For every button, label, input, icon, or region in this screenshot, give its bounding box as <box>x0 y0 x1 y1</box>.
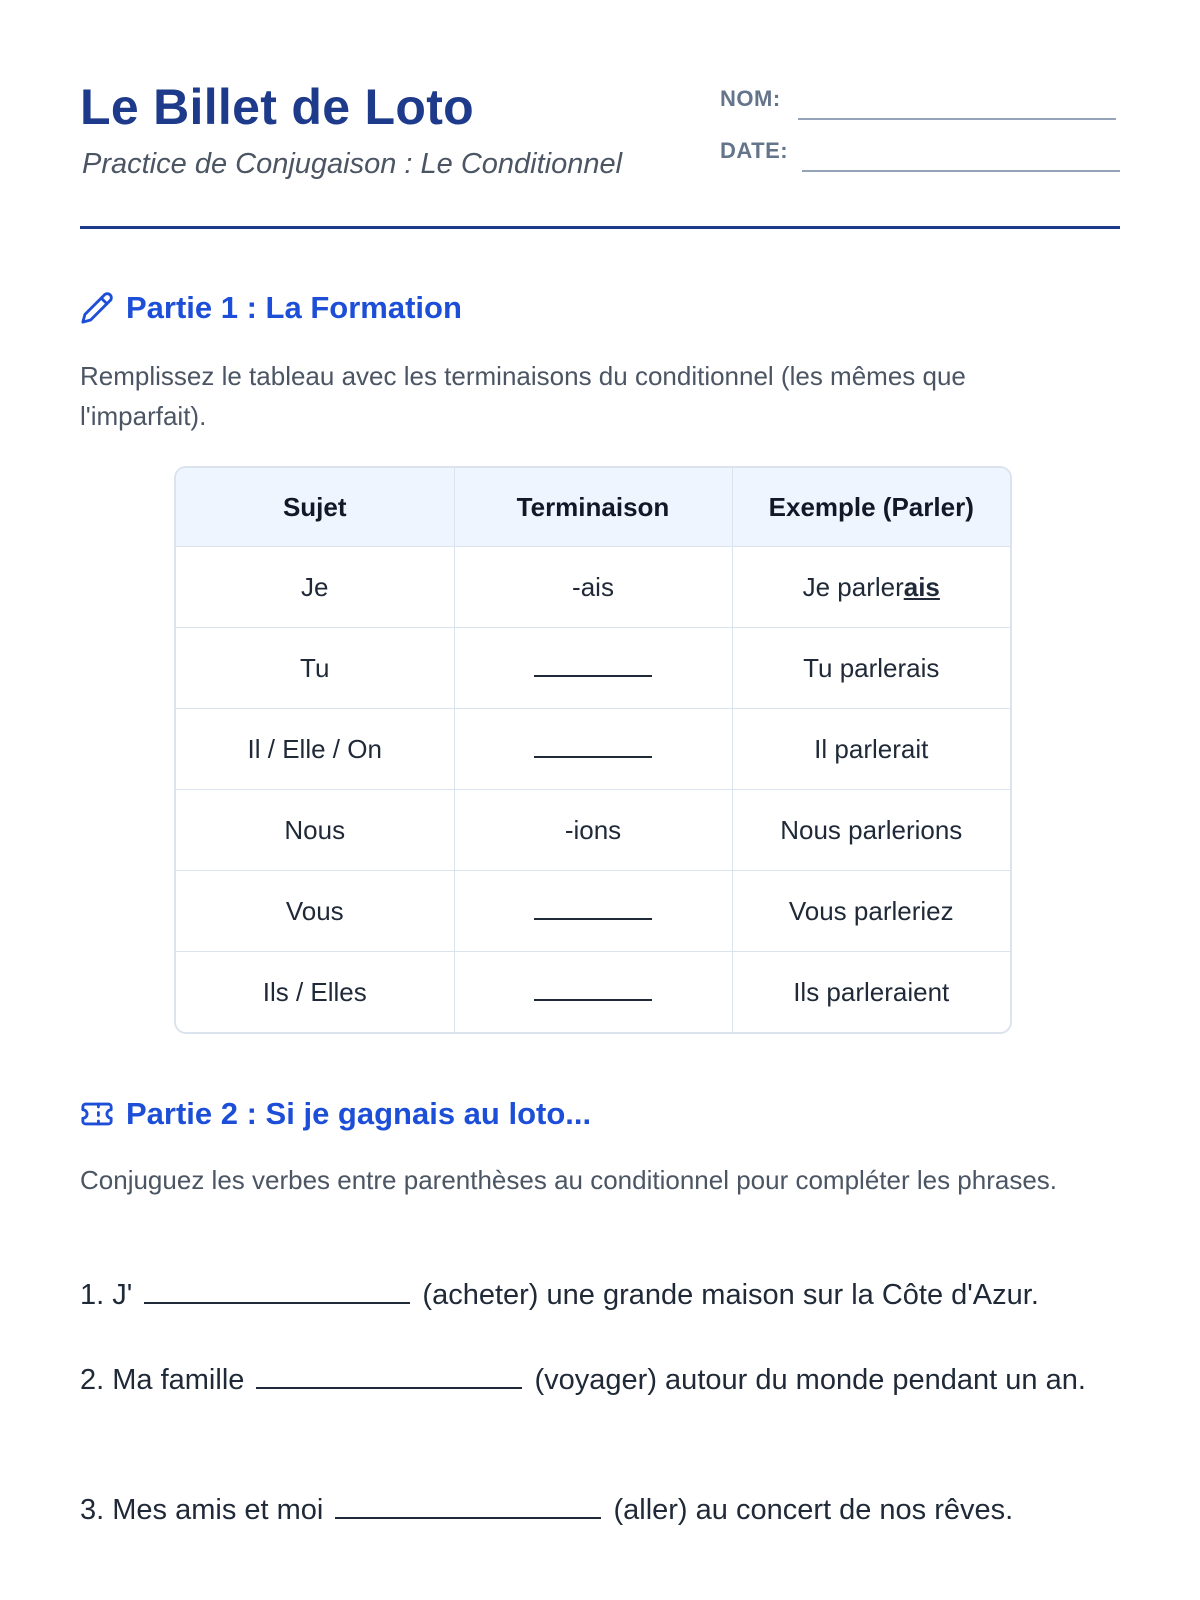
example-cell: Ils parleraient <box>793 976 950 1007</box>
ending-blank[interactable] <box>534 985 652 1001</box>
sentence-prefix: 2. Ma famille <box>80 1364 245 1396</box>
ending-cell: -ions <box>454 790 732 871</box>
example-cell: Nous parlerions <box>732 790 1010 871</box>
answer-blank[interactable] <box>335 1501 601 1519</box>
page-title: Le Billet de Loto <box>80 79 474 135</box>
subject-cell: Je <box>176 547 454 628</box>
part1-instructions: Remplissez le tableau avec les terminaisons du conditionnel (les mêmes que l'imparfait). <box>80 361 966 431</box>
table-row <box>176 790 1010 871</box>
ending-cell[interactable] <box>454 952 732 1033</box>
ending-cell: -ais <box>454 547 732 628</box>
conjugation-table <box>174 466 1012 1034</box>
worksheet-header <box>80 0 1120 232</box>
subject-cell: Ils / Elles <box>176 952 454 1033</box>
subject-cell: Vous <box>176 871 454 952</box>
ending-cell[interactable] <box>454 628 732 709</box>
example-cell: Vous parleriez <box>732 871 1010 952</box>
example-stem: Je parler <box>802 571 904 602</box>
worksheet-page <box>80 0 1120 1600</box>
table-row <box>176 709 1010 790</box>
part2-title: Partie 2 : Si je gagnais au loto... <box>126 1096 592 1131</box>
column-header-example: Exemple (Parler) <box>732 468 1010 547</box>
part2-heading <box>80 1094 591 1134</box>
table-row <box>176 952 1010 1033</box>
table-header-row <box>176 468 1010 547</box>
ending-blank[interactable] <box>534 904 652 920</box>
answer-blank[interactable] <box>256 1371 522 1389</box>
table-row <box>176 628 1010 709</box>
example-ending-highlight: ais <box>903 571 940 602</box>
answer-blank[interactable] <box>144 1286 410 1304</box>
sentence-prefix: 1. J' <box>80 1279 133 1311</box>
column-header-subject: Sujet <box>176 468 454 547</box>
name-input-line[interactable] <box>798 118 1116 120</box>
sentence-suffix: (aller) au concert de nos rêves. <box>613 1494 1014 1526</box>
exercise-sentence <box>80 1357 1120 1403</box>
subject-cell: Il / Elle / On <box>176 709 454 790</box>
part1-title: Partie 1 : La Formation <box>126 290 462 325</box>
ending-cell[interactable] <box>454 709 732 790</box>
date-input-line[interactable] <box>802 170 1120 172</box>
header-divider <box>80 226 1120 229</box>
ending-cell[interactable] <box>454 871 732 952</box>
date-label: DATE: <box>720 138 789 163</box>
sentence-suffix: (voyager) autour du monde pendant un an. <box>534 1364 1086 1396</box>
exercise-sentence <box>80 1487 1120 1533</box>
part1-heading <box>80 288 462 328</box>
column-header-ending: Terminaison <box>454 468 732 547</box>
date-field[interactable] <box>720 138 1124 178</box>
subject-cell: Nous <box>176 790 454 871</box>
table-row <box>176 871 1010 952</box>
example-cell <box>732 547 1010 628</box>
table-row <box>176 547 1010 628</box>
ticket-icon <box>80 1097 114 1131</box>
example-cell: Il parlerait <box>732 709 1010 790</box>
sentence-prefix: 3. Mes amis et moi <box>80 1494 324 1526</box>
name-label: NOM: <box>720 86 781 111</box>
ending-blank[interactable] <box>534 742 652 758</box>
sentence-suffix: (acheter) une grande maison sur la Côte d'Azur. <box>422 1279 1039 1311</box>
example-cell: Tu parlerais <box>732 628 1010 709</box>
exercise-sentence <box>80 1272 1120 1318</box>
pencil-icon <box>80 291 114 325</box>
part2-instructions: Conjuguez les verbes entre parenthèses au conditionnel pour compléter les phrases. <box>80 1165 1058 1195</box>
page-subtitle: Practice de Conjugaison : Le Conditionnel <box>82 148 623 180</box>
ending-blank[interactable] <box>534 661 652 677</box>
subject-cell: Tu <box>176 628 454 709</box>
name-field[interactable] <box>720 86 1124 126</box>
